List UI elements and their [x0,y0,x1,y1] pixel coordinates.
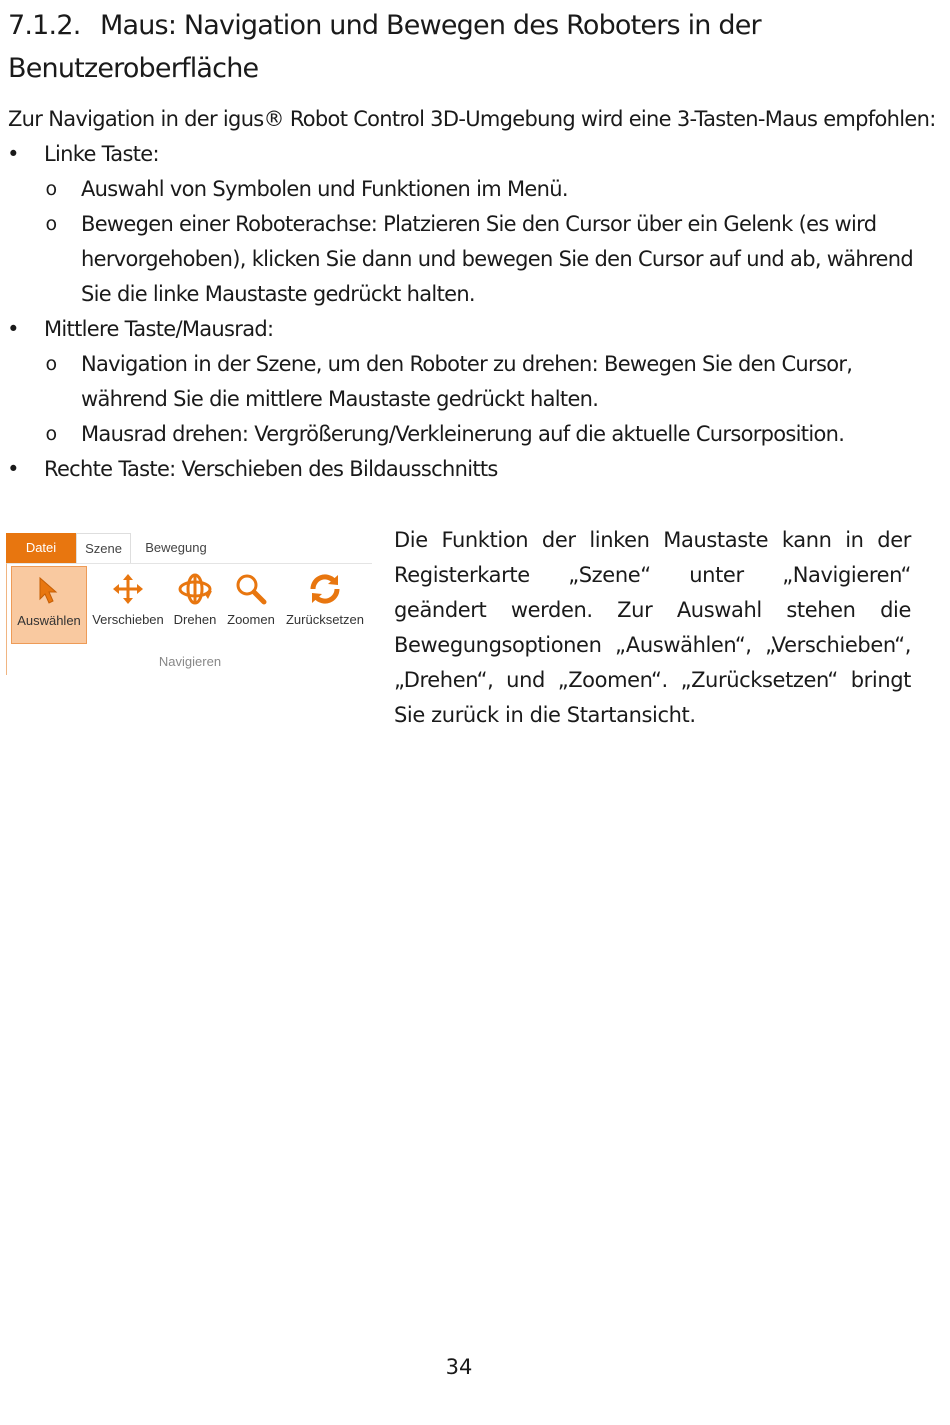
intro-paragraph: Zur Navigation in der igus® Robot Control 3D-Umgebung wird eine 3-Tasten-Maus empfohlen: [8,107,936,131]
section-number: 7.1.2. [8,10,81,41]
select-button[interactable] [11,566,87,644]
sub-bullet: o [45,213,57,235]
ribbon-description: Die Funktion der linken Maustaste kann in der Registerkarte „Szene“ unter „Navigieren“ geändert werden. Zur Auswahl stehen die Bewegungsoptionen „Auswählen“, „Verschieben“, „Drehen“, und „Zoomen“. „Zurücksetzen“ bringt Sie zurück in die Startansicht. [394,528,911,727]
ribbon-tab-bar [6,529,372,563]
tab-motion[interactable]: Bewegung [145,540,207,555]
sub-list-item [44,207,917,312]
rotate-icon [176,572,214,606]
sub-list-item [44,347,917,417]
list-item-label: Mittlere Taste/Mausrad: [44,317,274,341]
ribbon-panel [6,563,372,675]
sub-list-item [44,417,917,452]
list-item-left-button [0,137,940,312]
button-label: Drehen [173,612,217,627]
sub-list-text: Mausrad drehen: Vergrößerung/Verkleinerung auf die aktuelle Cursorposition. [81,422,845,446]
ribbon-screenshot [6,529,372,675]
move-arrows-icon [111,572,145,606]
sub-bullet: o [45,178,57,200]
list-item-right-button [0,452,940,487]
sub-list [44,347,940,452]
button-label: Zoomen [227,612,275,627]
sub-list-item [44,172,917,207]
button-label: Verschieben [92,612,164,627]
list-item-label: Linke Taste: [44,142,159,166]
cursor-arrow-icon [32,573,66,607]
list-item-label: Rechte Taste: Verschieben des Bildausschnitts [44,457,498,481]
reset-icon [307,572,343,606]
sub-list-text: Navigation in der Szene, um den Roboter zu drehen: Bewegen Sie den Cursor, während Sie die mittlere Maustaste gedrückt halten. [81,352,853,411]
section-heading [8,4,928,90]
button-label: Auswählen [17,613,81,628]
bullet: • [7,457,19,481]
section-title: Maus: Navigation und Bewegen des Roboters in der Benutzeroberfläche [8,10,761,84]
sub-bullet: o [45,423,57,445]
tab-scene[interactable]: Szene [76,533,131,563]
sub-list-text: Auswahl von Symbolen und Funktionen im Menü. [81,177,568,201]
bullet: • [7,317,19,341]
sub-bullet: o [45,353,57,375]
rotate-button[interactable] [169,566,221,644]
sub-list-text: Bewegen einer Roboterachse: Platzieren Sie den Cursor über ein Gelenk (es wird hervorgehoben), klicken Sie dann und bewegen Sie den Cursor auf und ab, während Sie die linke Maustaste gedrückt halten. [81,212,913,306]
page-number: 34 [445,1355,473,1379]
bullet: • [7,142,19,166]
reset-button[interactable] [281,566,369,644]
magnifier-icon [233,572,269,606]
mouse-button-list [0,137,940,487]
ribbon-group-label: Navigieren [158,654,222,669]
move-button[interactable] [88,566,168,644]
button-label: Zurücksetzen [285,612,365,627]
zoom-button[interactable] [222,566,280,644]
tab-file[interactable]: Datei [6,533,76,563]
list-item-middle-button [0,312,940,452]
sub-list [44,172,940,312]
